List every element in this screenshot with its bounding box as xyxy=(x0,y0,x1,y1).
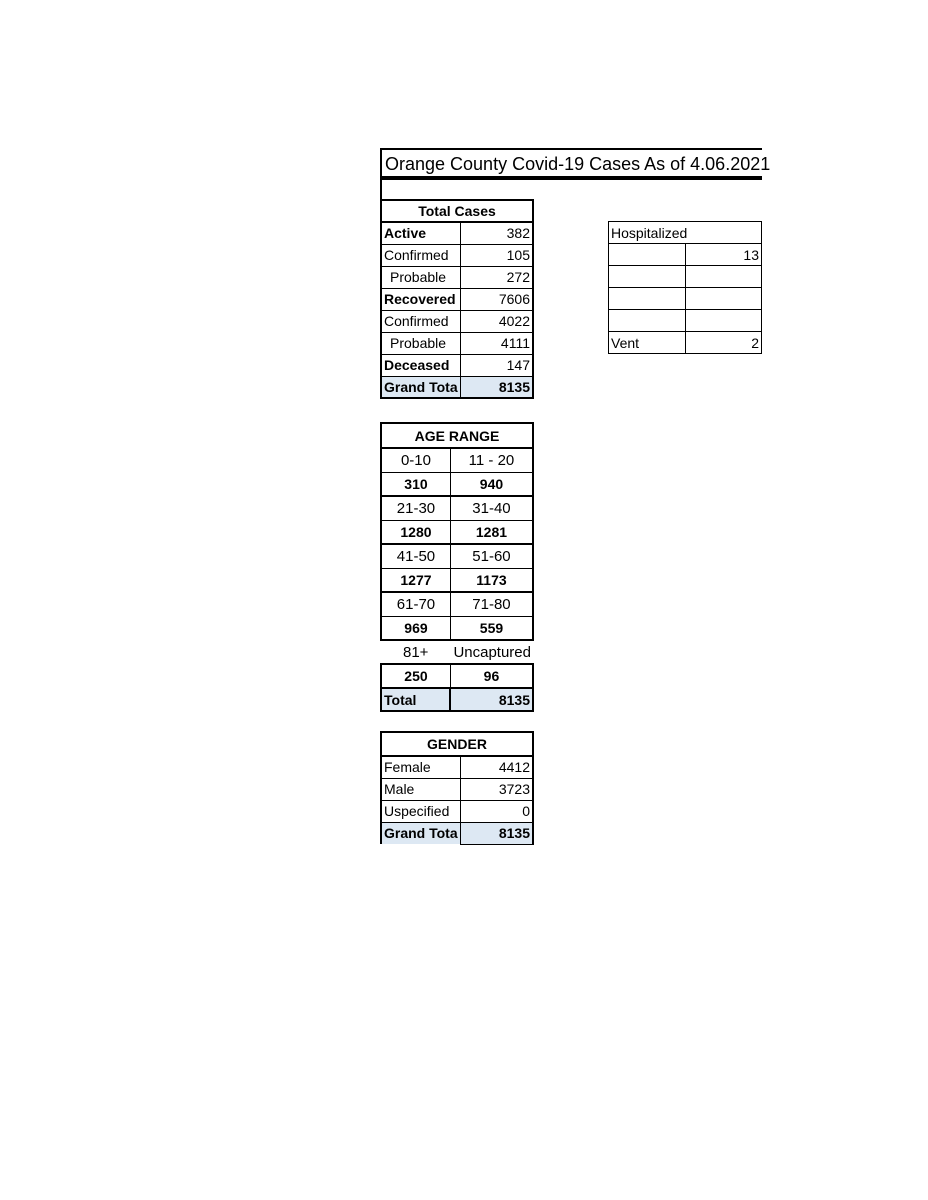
age-range-count: 559 xyxy=(450,616,533,640)
vent-value: 2 xyxy=(685,332,761,354)
hospitalized-empty-cell xyxy=(609,266,686,288)
total-cases-table xyxy=(380,199,534,399)
gender-table xyxy=(380,731,534,845)
age-range-label: 41-50 xyxy=(381,544,450,568)
age-range-count: 1281 xyxy=(450,520,533,544)
recovered-confirmed-label: Confirmed xyxy=(381,310,460,332)
age-range-label: Uncaptured xyxy=(453,643,531,661)
gender-total-value: 8135 xyxy=(460,822,533,844)
age-range-label: 31-40 xyxy=(450,496,533,520)
age-range-label: 61-70 xyxy=(381,592,450,616)
recovered-value: 7606 xyxy=(460,288,533,310)
age-range-label: 71-80 xyxy=(450,592,533,616)
age-range-table xyxy=(380,422,534,712)
age-range-count: 310 xyxy=(381,472,450,496)
age-range-label: 0-10 xyxy=(381,448,450,472)
age-range-count: 969 xyxy=(381,616,450,640)
grand-total-value: 8135 xyxy=(460,376,533,398)
recovered-confirmed-value: 4022 xyxy=(460,310,533,332)
deceased-value: 147 xyxy=(460,354,533,376)
age-range-count: 1173 xyxy=(450,568,533,592)
gender-total-label: Grand Tota xyxy=(381,822,460,844)
grand-total-label: Grand Tota xyxy=(381,376,460,398)
age-range-count: 1280 xyxy=(381,520,450,544)
deceased-label: Deceased xyxy=(381,354,460,376)
hospitalized-empty-cell xyxy=(609,288,686,310)
active-confirmed-label: Confirmed xyxy=(381,244,460,266)
gender-value: 0 xyxy=(460,800,533,822)
age-range-header: AGE RANGE xyxy=(381,423,533,448)
age-range-count: 1277 xyxy=(381,568,450,592)
hospitalized-header: Hospitalized xyxy=(609,222,762,244)
age-range-count: 940 xyxy=(450,472,533,496)
age-total-label: Total xyxy=(381,688,450,711)
report-title: Orange County Covid-19 Cases As of 4.06.2021 xyxy=(380,148,762,178)
active-value: 382 xyxy=(460,222,533,244)
active-probable-value: 272 xyxy=(460,266,533,288)
hospitalized-empty-cell xyxy=(685,266,761,288)
recovered-probable-label: Probable xyxy=(381,332,460,354)
age-range-label: 11 - 20 xyxy=(450,448,533,472)
hospitalized-table xyxy=(608,221,762,354)
age-range-count: 250 xyxy=(381,664,450,688)
age-range-label: 51-60 xyxy=(450,544,533,568)
hospitalized-empty-cell xyxy=(685,288,761,310)
hospitalized-empty-cell xyxy=(685,310,761,332)
gender-label: Female xyxy=(381,756,460,778)
total-cases-header: Total Cases xyxy=(381,200,533,222)
recovered-probable-value: 4111 xyxy=(460,332,533,354)
active-confirmed-value: 105 xyxy=(460,244,533,266)
title-spacer-row xyxy=(380,178,762,200)
age-range-label: 21-30 xyxy=(381,496,450,520)
recovered-label: Recovered xyxy=(381,288,460,310)
hospitalized-empty-cell xyxy=(609,310,686,332)
gender-header: GENDER xyxy=(381,732,533,756)
hospitalized-empty-cell xyxy=(609,244,686,266)
gender-label: Male xyxy=(381,778,460,800)
hospitalized-value: 13 xyxy=(685,244,761,266)
age-range-label: 81+ xyxy=(402,643,429,661)
age-range-count: 96 xyxy=(450,664,533,688)
age-total-value: 8135 xyxy=(450,688,533,711)
active-probable-label: Probable xyxy=(381,266,460,288)
active-label: Active xyxy=(381,222,460,244)
gender-label: Uspecified xyxy=(381,800,460,822)
vent-label: Vent xyxy=(609,332,686,354)
gender-value: 3723 xyxy=(460,778,533,800)
gender-value: 4412 xyxy=(460,756,533,778)
